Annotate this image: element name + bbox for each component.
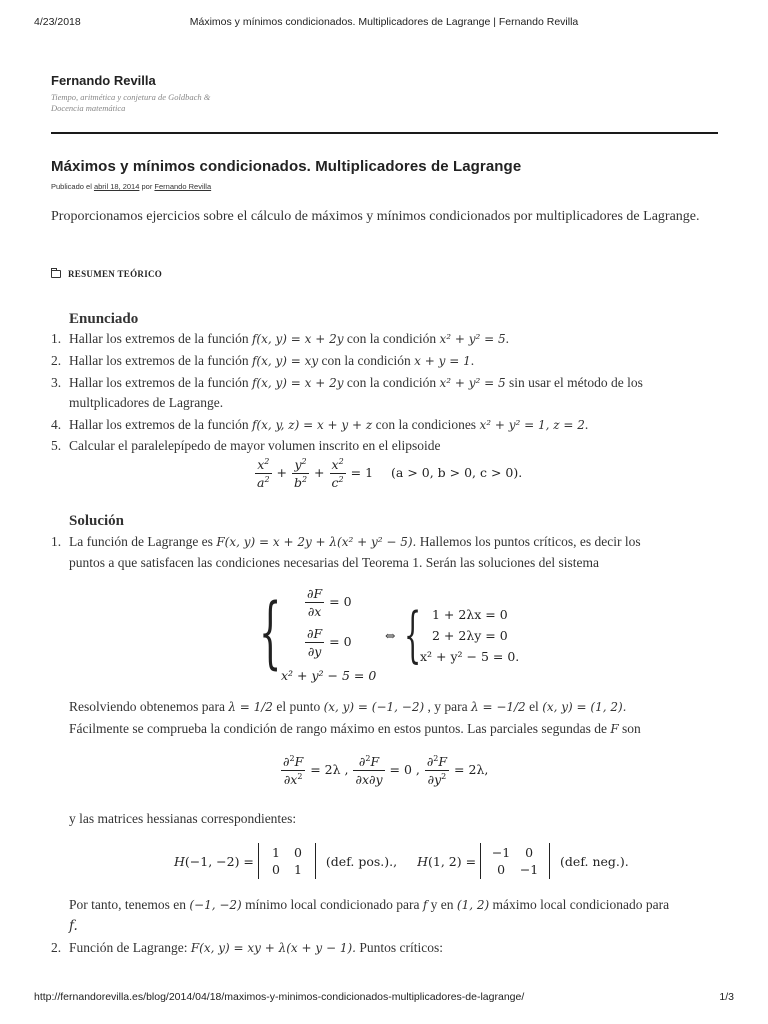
item-number: 1. — [51, 534, 62, 549]
def-neg: (def. neg.). — [560, 853, 629, 869]
item-text: Calcular el paralelepípedo de mayor volumen inscrito en el elipsoide — [69, 438, 441, 453]
left-brace-icon: { — [259, 588, 282, 678]
para-text: el punto — [272, 699, 324, 714]
para-text: y en — [427, 897, 457, 912]
item-text: con la condición — [318, 353, 415, 368]
math-inline: f(x, y, z) = x + y + z — [251, 418, 373, 432]
item-text: Hallemos los puntos críticos, es decir los — [416, 534, 641, 549]
print-title: Máximos y mínimos condicionados. Multiplicadores de Lagrange | Fernando Revilla — [189, 16, 579, 28]
enunciado-heading: Enunciado — [69, 311, 139, 327]
math-inline: (−1, −2) — [189, 898, 242, 912]
item-text: con la condición — [343, 331, 440, 346]
item-number: 3. — [51, 375, 62, 390]
item-text: . — [505, 331, 510, 346]
math-inline: (1, 2) — [456, 898, 490, 912]
math-inline: (x, y) = (−1, −2) — [323, 700, 425, 714]
item-text: Hallar los extremos de la función — [69, 375, 252, 390]
item-text: puntos a que satisfacen las condiciones necesarias del Teorema 1. Serán las soluciones del sistema — [69, 555, 600, 570]
page-number: 1/3 — [719, 991, 734, 1003]
item-text: Puntos críticos: — [355, 940, 443, 955]
print-url: http://fernandorevilla.es/blog/2014/04/18/maximos-y-minimos-condicionados-multiplicadores-de-lagrange/ — [34, 991, 525, 1003]
para-text: Por tanto, tenemos en — [69, 897, 190, 912]
hessianas-line: y las matrices hessianas correspondientes: — [69, 811, 297, 826]
para-text: mínimo local condicionado para — [241, 897, 423, 912]
math-inline: f(x, y) = x + 2y — [251, 376, 344, 390]
post-meta — [51, 182, 211, 191]
facilmente-line — [69, 721, 641, 737]
right-brace-icon: { — [404, 600, 422, 670]
resolviendo-line — [69, 699, 627, 715]
hessian-matrices: H(−1, −2) = 1 0 0 1 (def. pos.)., H(1, 2) = −1 0 0 −1 (def. neg.). — [174, 845, 629, 877]
sys-eq-3: x² + y² − 5 = 0. — [420, 649, 520, 664]
item-number: 1. — [51, 331, 62, 346]
print-footer — [0, 991, 768, 1007]
math-inline: λ = 1/2 — [228, 700, 273, 714]
sys-eq-1: 1 + 2λx = 0 — [432, 607, 508, 622]
eq-dFdx: $\frac{\partial F}{\partial x}$ = 0 — [307, 586, 352, 619]
author-link[interactable]: Fernando Revilla — [154, 182, 212, 191]
sys-eq-2: 2 + 2λy = 0 — [432, 628, 508, 643]
eq-constraint: x² + y² − 5 = 0 — [281, 668, 377, 683]
ellipsoid-equation: $\frac{x^2}{a^2}$ + $\frac{y^2}{b^2}$ + $\frac{x^2}{c^2}$ = 1 (a > 0, b > 0, c > 0). — [257, 456, 523, 490]
item-text: con la condiciones — [372, 417, 480, 432]
math-inline: (x, y) = (1, 2). — [542, 700, 627, 714]
folder-icon — [51, 270, 61, 278]
post-intro: Proporcionamos ejercicios sobre el cálculo de máximos y mínimos condicionados por multiplicadores de Lagrange. — [51, 209, 700, 224]
item-text: La función de Lagrange es — [69, 534, 217, 549]
item-text: Hallar los extremos de la función — [69, 353, 252, 368]
item-number: 2. — [51, 940, 62, 955]
def-pos: (def. pos.)., — [325, 853, 398, 869]
item-number: 5. — [51, 438, 62, 453]
item-text: . — [584, 417, 589, 432]
meta-prefix: Publicado el — [51, 182, 94, 191]
math-inline: f(x, y) = xy — [251, 354, 319, 368]
item-number: 4. — [51, 417, 62, 432]
portanto-line-2: f. — [69, 918, 78, 934]
math-inline: F(x, y) = xy + λ(x + y − 1). — [190, 941, 356, 955]
para-text: , y para — [424, 699, 472, 714]
para-text: son — [618, 721, 641, 736]
item-text: multplicadores de Lagrange. — [69, 395, 224, 410]
post-date-link[interactable]: abril 18, 2014 — [93, 182, 140, 191]
post-title: Máximos y mínimos condicionados. Multiplicadores de Lagrange — [51, 158, 522, 175]
math-inline: x² + y² = 5 — [439, 332, 506, 346]
equivalence-icon: ⇔ — [385, 628, 396, 643]
para-text: el — [525, 699, 543, 714]
item-text: Función de Lagrange: — [69, 940, 191, 955]
print-header — [0, 16, 768, 32]
item-text: con la condición — [343, 375, 440, 390]
item-number: 2. — [51, 353, 62, 368]
math-inline: F(x, y) = x + 2y + λ(x² + y² − 5). — [216, 535, 417, 549]
item-text: Hallar los extremos de la función — [69, 417, 252, 432]
math-inline: F — [610, 722, 619, 736]
ellipsoid-conditions: (a > 0, b > 0, c > 0). — [391, 465, 523, 480]
second-partials: $\frac{\partial^2F}{\partial x^2}$ = 2λ , $\frac{\partial^2F}{\partial x\partial y}$ = 0 , $\frac{\partial^2F}{\partial y^2}$ = 2λ, — [283, 753, 489, 787]
para-text: Resolviendo obtenemos para — [69, 699, 229, 714]
site-title[interactable]: Fernando Revilla — [51, 73, 156, 88]
item-text: sin usar el método de los — [505, 375, 643, 390]
meta-by: por — [139, 182, 155, 191]
resumen-toggle[interactable] — [51, 269, 162, 279]
item-text: Hallar los extremos de la función — [69, 331, 252, 346]
math-inline: x² + y² = 1, z = 2 — [479, 418, 585, 432]
math-inline: λ = −1/2 — [471, 700, 526, 714]
print-date: 4/23/2018 — [34, 16, 81, 28]
header-divider — [51, 132, 718, 134]
site-description: Tiempo, aritmética y conjetura de Goldbach & Docencia matemática — [51, 92, 211, 113]
para-text: Fácilmente se comprueba la condición de rango máximo en estos puntos. Las parciales segundas de — [69, 721, 611, 736]
math-inline: f — [422, 898, 428, 912]
portanto-line — [69, 897, 669, 913]
item-text: . — [470, 353, 475, 368]
math-inline: x + y = 1 — [414, 354, 471, 368]
eq-dFdy: $\frac{\partial F}{\partial y}$ = 0 — [307, 626, 352, 659]
solucion-heading: Solución — [69, 513, 125, 529]
para-text: máximo local condicionado para — [489, 897, 670, 912]
math-inline: x² + y² = 5 — [439, 376, 506, 390]
resumen-label: RESUMEN TEÓRICO — [68, 269, 163, 279]
math-inline: f(x, y) = x + 2y — [251, 332, 344, 346]
